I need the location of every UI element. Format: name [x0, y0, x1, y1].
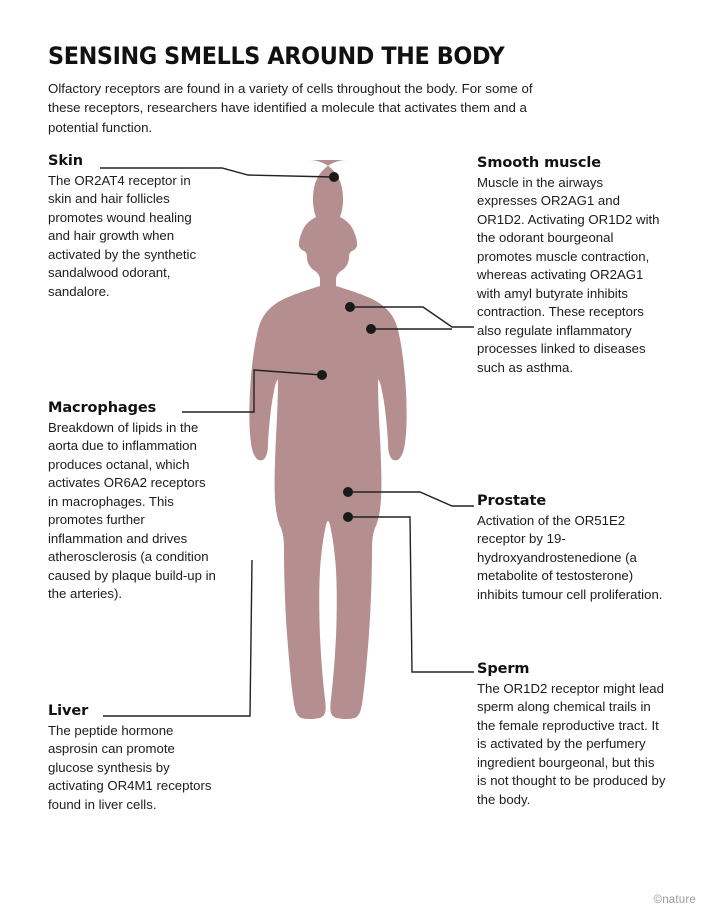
annotation-smooth-muscle-text: Muscle in the airways expresses OR2AG1 and OR1D2. Activating OR1D2 with the odorant bourgeonal promotes muscle contraction, whereas activating OR2AG1 with amyl butyrate inhibits contraction. These receptors also regulate inflammatory processes linked to diseases such as asthma.	[477, 175, 660, 375]
annotation-skin	[48, 153, 213, 301]
annotation-macrophages-heading: Macrophages	[48, 400, 157, 416]
source-credit: ©nature	[653, 894, 696, 906]
marker-smooth-muscle-upper-dot	[345, 302, 355, 312]
leader-line-smooth-muscle-upper	[350, 307, 474, 327]
page-subtitle: Olfactory receptors are found in a variety of cells throughout the body. For some of these receptors, researchers have identified a molecule that activates them and a potential function.	[48, 81, 533, 135]
leader-line-sperm	[348, 517, 474, 672]
annotation-prostate-heading: Prostate	[477, 493, 547, 509]
annotation-smooth-muscle-heading: Smooth muscle	[477, 155, 601, 171]
marker-macrophages-dot	[317, 370, 327, 380]
annotation-macrophages-text: Breakdown of lipids in the aorta due to inflammation produces octanal, which activates OR6A2 receptors in macrophages. This promotes further inflammation and drives atherosclerosis (a condition caused by plaque build-up in the arteries).	[48, 420, 216, 602]
human-body-silhouette	[249, 160, 406, 719]
annotation-sperm	[477, 661, 667, 809]
annotation-smooth-muscle	[477, 155, 662, 377]
annotation-liver-heading: Liver	[48, 703, 89, 719]
annotation-skin-text: The OR2AT4 receptor in skin and hair follicles promotes wound healing and hair growth when activated by the synthetic sandalwood odorant, sandalore.	[48, 173, 197, 299]
annotation-prostate-text: Activation of the OR51E2 receptor by 19-hydroxyandrostenedione (a metabolite of testosterone) inhibits tumour cell proliferation.	[477, 513, 663, 602]
header	[48, 42, 668, 137]
marker-prostate-dot	[343, 487, 353, 497]
marker-sperm-dot	[343, 512, 353, 522]
marker-skin-dot	[329, 172, 339, 182]
annotation-liver	[48, 703, 213, 814]
annotation-liver-text: The peptide hormone asprosin can promote glucose synthesis by activating OR4M1 receptors found in liver cells.	[48, 723, 212, 812]
diagram-markers	[317, 172, 376, 522]
page-title: SENSING SMELLS AROUND THE BODY	[48, 42, 505, 70]
annotation-prostate	[477, 493, 667, 604]
annotation-sperm-text: The OR1D2 receptor might lead sperm along chemical trails in the female reproductive tract. It is activated by the perfumery ingredient bourgeonal, but this is not thought to be produced by the body.	[477, 681, 666, 807]
annotation-sperm-heading: Sperm	[477, 661, 530, 677]
leader-line-prostate	[348, 492, 474, 506]
annotation-skin-heading: Skin	[48, 153, 83, 169]
marker-smooth-muscle-lower-dot	[366, 324, 376, 334]
annotation-macrophages	[48, 400, 218, 604]
